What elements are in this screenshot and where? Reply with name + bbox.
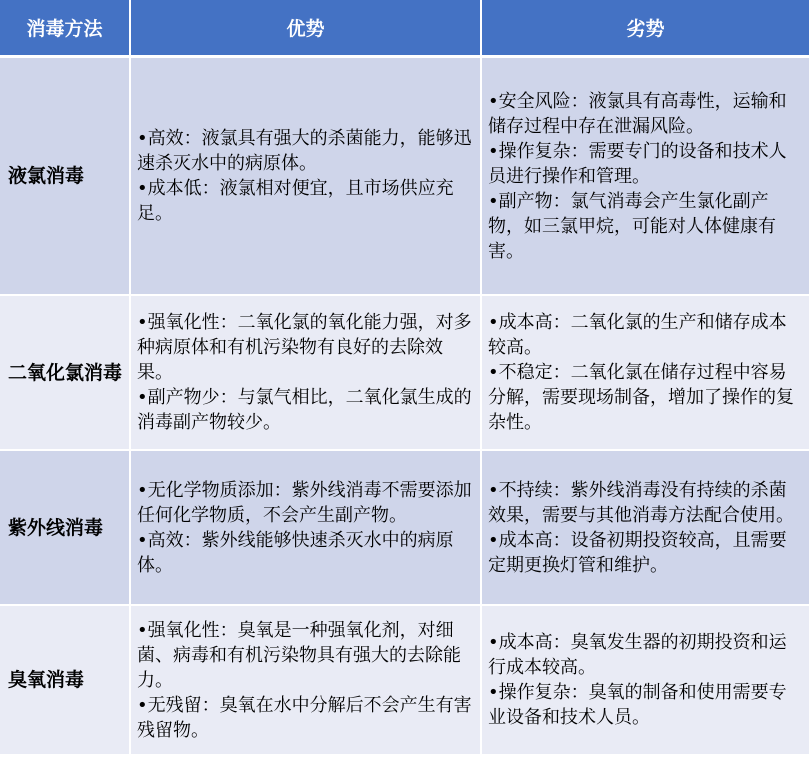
- advantage-point: •无化学物质添加：紫外线消毒不需要添加任何化学物质，不会产生副产物。: [137, 479, 472, 526]
- disadvantages-cell: [482, 606, 809, 756]
- disadvantage-point: •成本高：二氧化氯的生产和储存成本较高。: [488, 312, 787, 358]
- advantages-cell: [131, 296, 482, 451]
- table-header: [0, 0, 809, 58]
- header-method: 消毒方法: [0, 0, 131, 58]
- header-advantages: 优势: [131, 0, 482, 58]
- disadvantages-cell: [482, 451, 809, 606]
- disadvantages-cell: [482, 58, 809, 296]
- advantage-point: •无残留：臭氧在水中分解后不会产生有害残留物。: [137, 694, 472, 741]
- table-body: [0, 58, 809, 756]
- disadvantage-point: •不持续：紫外线消毒没有持续的杀菌效果，需要与其他消毒方法配合使用。: [488, 479, 794, 526]
- disadvantage-point: •成本高：臭氧发生器的初期投资和运行成本较高。: [488, 632, 787, 678]
- method-cell: 二氧化氯消毒: [0, 296, 131, 451]
- advantage-point: •高效：紫外线能够快速杀灭水中的病原体。: [137, 529, 454, 576]
- advantages-cell: [131, 58, 482, 296]
- method-cell: 液氯消毒: [0, 58, 131, 296]
- table-row: [0, 606, 809, 756]
- advantage-point: •强氧化性：二氧化氯的氧化能力强，对多种病原体和有机污染物有良好的去除效果。: [137, 312, 472, 383]
- disadvantage-point: •操作复杂：需要专门的设备和技术人员进行操作和管理。: [488, 140, 787, 187]
- advantage-point: •成本低：液氯相对便宜，且市场供应充足。: [137, 178, 454, 224]
- disadvantage-point: •安全风险：液氯具有高毒性，运输和储存过程中存在泄漏风险。: [488, 90, 787, 137]
- table-row: [0, 58, 809, 296]
- advantage-point: •强氧化性：臭氧是一种强氧化剂，对细菌、病毒和有机污染物具有强大的去除能力。: [137, 619, 461, 691]
- disadvantage-point: •操作复杂：臭氧的制备和使用需要专业设备和技术人员。: [488, 682, 787, 728]
- advantage-point: •高效：液氯具有强大的杀菌能力，能够迅速杀灭水中的病原体。: [137, 128, 472, 174]
- header-row: [0, 0, 809, 58]
- disadvantages-cell: [482, 296, 809, 451]
- table-row: [0, 451, 809, 606]
- disadvantage-point: •不稳定：二氧化氯在储存过程中容易分解，需要现场制备，增加了操作的复杂性。: [488, 362, 794, 433]
- method-cell: 紫外线消毒: [0, 451, 131, 606]
- advantages-cell: [131, 606, 482, 756]
- disadvantage-point: •成本高：设备初期投资较高，且需要定期更换灯管和维护。: [488, 529, 787, 576]
- disadvantage-point: •副产物：氯气消毒会产生氯化副产物，如三氯甲烷，可能对人体健康有害。: [488, 190, 776, 262]
- method-cell: 臭氧消毒: [0, 606, 131, 756]
- table-row: [0, 296, 809, 451]
- advantage-point: •副产物少：与氯气相比，二氧化氯生成的消毒副产物较少。: [137, 387, 472, 433]
- header-disadvantages: 劣势: [482, 0, 809, 58]
- advantages-cell: [131, 451, 482, 606]
